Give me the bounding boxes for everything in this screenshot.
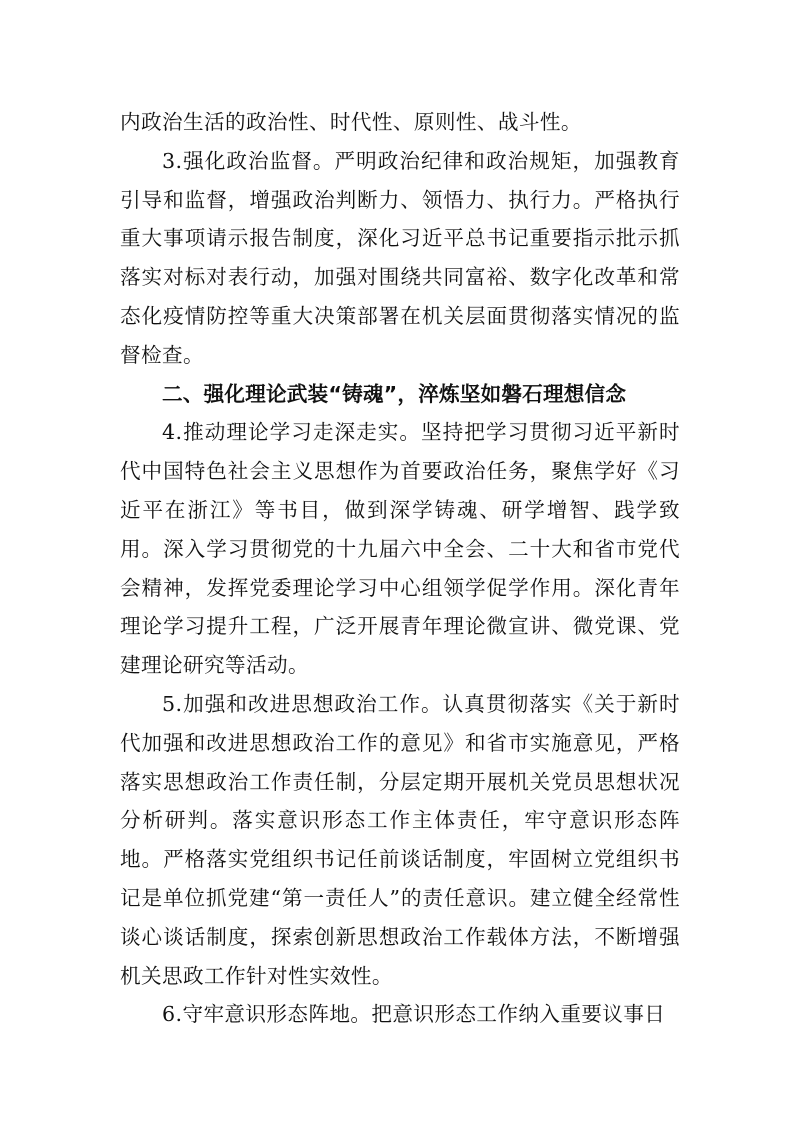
paragraph-5-ideological-work: 5.加强和改进思想政治工作。认真贯彻落实《关于新时代加强和改进思想政治工作的意见》和省市实施意见，严格落实思想政治工作责任制，分层定期开展机关党员思想状况分析研判。落实意识形态工作主体责任，牢守意识形态阵地。严格落实党组织书记任前谈话制度，牢固树立党组织书记是单位抓党建“第一责任人”的责任意识。建立健全经常性谈心谈话制度，探索创新思想政治工作载体方法，不断增强机关思政工作针对性实效性。 <box>120 691 680 988</box>
paragraph-continuation: 内政治生活的政治性、时代性、原则性、战斗性。 <box>120 110 582 134</box>
paragraph-3-political-supervision: 3.强化政治监督。严明政治纪律和政治规矩，加强教育引导和监督，增强政治判断力、领悟力、执行力。严格执行重大事项请示报告制度，深化习近平总书记重要指示批示抓落实对标对表行动，加强对围绕共同富裕、数字化改革和常态化疫情防控等重大决策部署在机关层面贯彻落实情况的监督检查。 <box>120 148 680 367</box>
paragraph-4-theory-study: 4.推动理论学习走深走实。坚持把学习贯彻习近平新时代中国特色社会主义思想作为首要政治任务，聚焦学好《习近平在浙江》等书目，做到深学铸魂、研学增智、践学致用。深入学习贯彻党的十九届六中全会、二十大和省市党代会精神，发挥党委理论学习中心组领学促学作用。深化青年理论学习提升工程，广泛开展青年理论微宣讲、微党课、党建理论研究等活动。 <box>120 420 680 678</box>
document-body <box>120 103 680 1034</box>
paragraph-6-ideology-front: 6.守牢意识形态阵地。把意识形态工作纳入重要议事日 <box>162 1002 666 1027</box>
section-heading-2: 二、强化理论武装“铸魂”，淬炼坚如磐石理想信念 <box>162 381 627 406</box>
